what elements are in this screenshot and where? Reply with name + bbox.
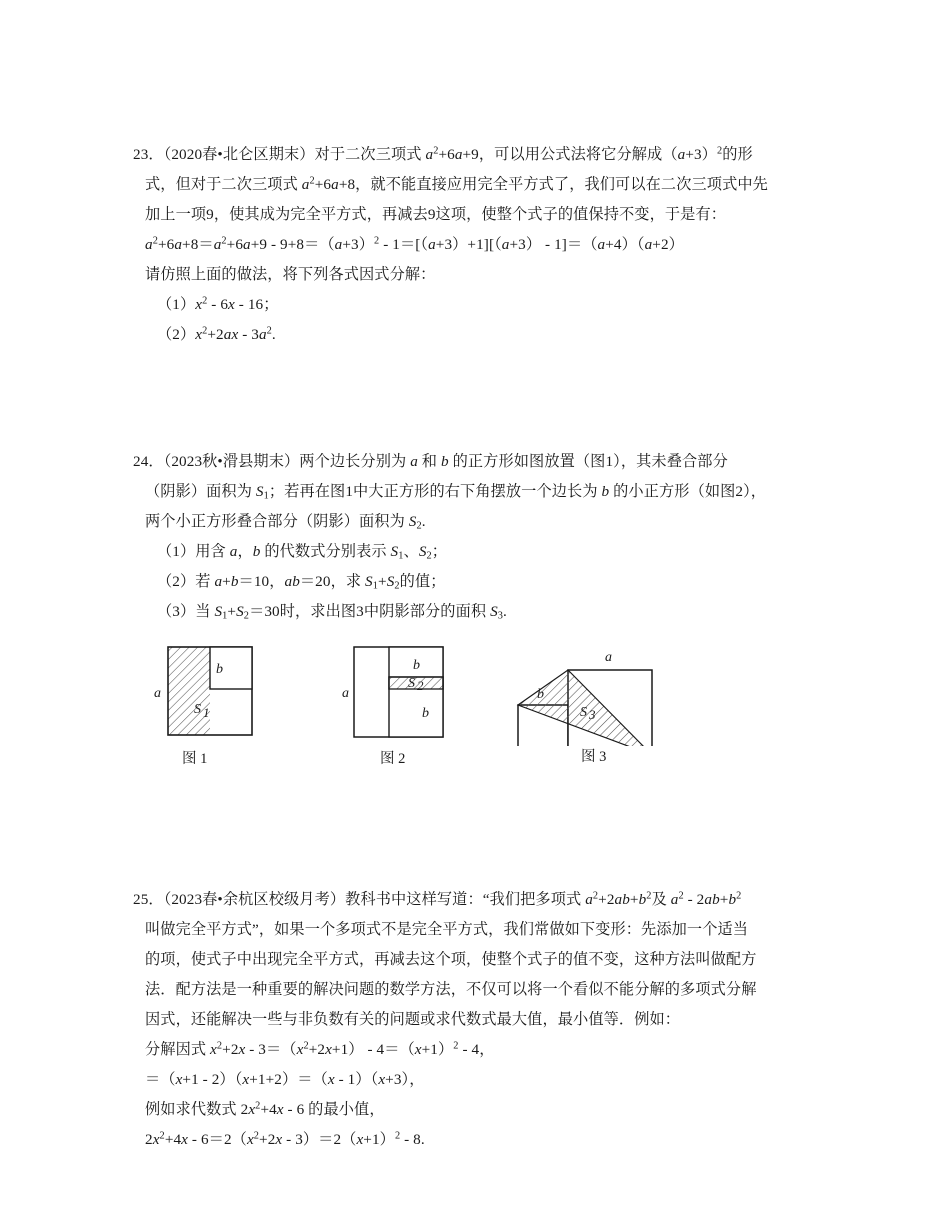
- q25-l9-x3: x: [246, 1131, 254, 1148]
- q23-l4-p13: +3）+1][（: [435, 236, 502, 253]
- q25-l9-x5: x: [356, 1131, 364, 1148]
- q25-l9-x2: x: [181, 1131, 189, 1148]
- q24-l1-a: 24．（2023秋•滑县期末）两个边长分别为: [133, 453, 411, 470]
- q25-l6-g: - 4，: [458, 1041, 495, 1058]
- q25-l6-x1: x: [210, 1041, 217, 1058]
- q25-l1-e: - 2: [683, 891, 705, 908]
- q24-l3-a: 两个小正方形叠合部分（阴影）面积为: [145, 513, 409, 530]
- q23-sub1-x: x: [195, 296, 203, 313]
- q24-sub1-a: （1）用含: [157, 543, 230, 560]
- q25-l7-x3: x: [327, 1071, 335, 1088]
- q23-l4-s2: 2: [221, 235, 227, 247]
- q25-l8-s1: 2: [255, 1100, 261, 1112]
- fig2-label-a: a: [342, 686, 349, 701]
- q25-l6-s1: 2: [216, 1040, 223, 1052]
- q23-l2-var-a: a: [301, 176, 310, 193]
- q23-l4-p5: a: [213, 236, 222, 253]
- q23-l2-exp: 2: [309, 175, 315, 187]
- question-24: [133, 447, 845, 627]
- q24-l3-S: S: [408, 513, 417, 530]
- fig3-label-a: a: [605, 650, 612, 665]
- q24-sub2-S1: S: [365, 573, 373, 590]
- q24-sub2-a: （2）若: [157, 573, 215, 590]
- q24-l2-S: S: [255, 483, 264, 500]
- q23-sub1-exp: 2: [202, 295, 208, 307]
- q24-sub3-S3-sub: 3: [497, 610, 504, 622]
- q25-l9-f: +1）: [363, 1131, 395, 1148]
- q23-sub2-a2: a: [258, 326, 267, 343]
- q25-l6-f: +1）: [421, 1041, 454, 1058]
- q25-l6-s2: 2: [303, 1040, 309, 1052]
- q23-sub2-d: .: [271, 326, 276, 343]
- q24-line-1: [133, 447, 845, 477]
- q25-l9-c: - 6＝2（: [188, 1131, 247, 1148]
- q24-sub2-c: ＝10，: [238, 573, 285, 590]
- q25-l7-b: +1 - 2）（: [182, 1071, 243, 1088]
- q24-l2-c: 的小正方形（如图2），: [609, 483, 767, 500]
- q25-l1-d: 及: [651, 891, 671, 908]
- q23-l1-text: 23．（2020春•北仑区期末）对于二次三项式: [133, 146, 426, 163]
- figure-2: [340, 635, 460, 767]
- q23-l4-p16: a: [597, 236, 606, 253]
- q24-sub3-a: （3）当: [157, 603, 215, 620]
- q23-l1-plus3: +3）: [685, 146, 717, 163]
- q23-l4-p11: - 1＝[（: [379, 236, 429, 253]
- q24-sub3-c: ＝30时，求出图3中阴影部分的面积: [249, 603, 491, 620]
- q24-sub1-S2: S: [418, 543, 427, 560]
- q25-l6-x3: x: [296, 1041, 304, 1058]
- q23-l1-exp: 2: [433, 145, 439, 157]
- q24-sub2-e: +: [378, 573, 387, 590]
- q23-l1-exp2: 2: [716, 145, 723, 157]
- q25-l1-b1: b: [638, 891, 647, 908]
- q25-l6-x2: x: [238, 1041, 246, 1058]
- q25-line-5: 因式，还能解决一些与非负数有关的问题或求代数式最大值，最小值等．例如：: [145, 1011, 681, 1028]
- q24-sub1-var-b: b: [252, 543, 261, 560]
- figure-1: [150, 635, 270, 767]
- q24-sub2-S2-sub: 2: [394, 580, 400, 592]
- q24-sub1-S1: S: [390, 543, 399, 560]
- q25-l6-c: - 3＝（: [245, 1041, 297, 1058]
- q24-sub-1: [133, 537, 845, 567]
- figure-2-svg: [340, 635, 460, 745]
- q25-l8-c: - 6 的最小值，: [283, 1101, 385, 1118]
- q23-l4-p19: +2）: [652, 236, 684, 253]
- q23-l2-c: +8，就不能直接应用完全平方式了，我们可以在二次三项式中先: [338, 176, 768, 193]
- question-25: [133, 885, 845, 1155]
- q24-sub2-d: ＝20，求: [299, 573, 366, 590]
- q25-l7-e: +3），: [385, 1071, 425, 1088]
- q24-sub2-f: 的值；: [399, 573, 446, 590]
- question-23: [133, 140, 845, 350]
- q23-sub1-b: - 6: [207, 296, 229, 313]
- q24-sub2-plus: +: [222, 573, 231, 590]
- q25-l9-x4: x: [275, 1131, 283, 1148]
- q23-l2-a: 式，但对于二次三项式: [145, 176, 302, 193]
- q23-l4-p7: a: [243, 236, 251, 253]
- q23-l4-p6: +6: [226, 236, 244, 253]
- q24-l1-var-a: a: [410, 453, 418, 470]
- q25-l1-s1: 2: [592, 890, 599, 902]
- q25-l1-ab: ab: [614, 891, 630, 908]
- q23-sub2-exp2: 2: [266, 325, 272, 337]
- q23-l1-tail: 的形: [722, 146, 753, 163]
- q23-l4-p3: a: [174, 236, 183, 253]
- q23-l4-s1: 2: [152, 235, 158, 247]
- q25-l1-a1: a: [585, 891, 593, 908]
- q23-sub1-c: - 16；: [234, 296, 279, 313]
- q23-l4-p4: +8＝: [182, 236, 214, 253]
- fig2-label-S2-sub: 2: [417, 678, 424, 693]
- fig3-label-S3: S: [580, 705, 587, 720]
- q23-l4-p15: +3） - 1]＝（: [509, 236, 598, 253]
- fig1-label-b: b: [216, 662, 223, 677]
- fig2-label-b-top: b: [413, 658, 420, 673]
- q25-l1-f: +: [719, 891, 729, 908]
- q23-sub2-x: x: [195, 326, 203, 343]
- q24-sub2-S1-sub: 1: [372, 580, 379, 592]
- q23-line-4: [133, 230, 845, 260]
- q25-l8-x2: x: [276, 1101, 284, 1118]
- q25-l6-d: +2: [308, 1041, 326, 1058]
- q24-sub1-d: 、: [403, 543, 419, 560]
- q24-sub3-S2-sub: 2: [243, 610, 250, 622]
- q24-l2-a: （阴影）面积为: [145, 483, 256, 500]
- q23-l4-p8: +9 - 9+8＝（: [250, 236, 335, 253]
- q25-l6-a: 分解因式: [145, 1041, 211, 1058]
- q25-l7-d: - 1）（: [334, 1071, 379, 1088]
- q23-l4-p14: a: [501, 236, 510, 253]
- q24-l1-var-b: b: [441, 453, 449, 470]
- q23-l2-var-a2: a: [331, 176, 339, 193]
- q24-l3-b: .: [421, 513, 426, 530]
- q25-line-6: [133, 1035, 845, 1065]
- q23-l4-p10: +3）: [342, 236, 375, 253]
- q24-l3-S-sub: 2: [416, 520, 422, 532]
- figure-3-svg: [495, 628, 670, 746]
- q25-l1-ab2: ab: [704, 891, 720, 908]
- q23-line-5: 请仿照上面的做法，将下列各式因式分解：: [145, 266, 436, 283]
- q25-line-2: 叫做完全平方式”，如果一个多项式不是完全平方式，我们常做如下变形：先添加一个适当: [145, 921, 749, 938]
- q23-l4-p18: a: [644, 236, 653, 253]
- q24-sub2-S2: S: [386, 573, 395, 590]
- q25-l9-a: 2: [145, 1131, 153, 1148]
- q24-sub2-ab: ab: [284, 573, 300, 590]
- q25-line-1: [133, 885, 845, 915]
- q23-sub2-c: - 3: [238, 326, 259, 343]
- q25-line-8: [133, 1095, 845, 1125]
- q24-l2-S-sub: 1: [263, 490, 269, 502]
- q23-l4-p2: +6: [157, 236, 175, 253]
- q25-l8-a: 例如求代数式 2: [145, 1101, 249, 1118]
- q25-l1-s4: 2: [736, 890, 742, 902]
- q23-l1-plus6: +6: [438, 146, 455, 163]
- q23-sub1-x2: x: [228, 296, 235, 313]
- q25-l1-a2: a: [670, 891, 679, 908]
- figure-3-caption: 图 3: [581, 749, 607, 765]
- q25-line-9: [133, 1125, 845, 1155]
- fig1-label-S1: S: [194, 702, 201, 717]
- q24-l2-var-b: b: [601, 483, 610, 500]
- fig1-label-a: a: [154, 686, 161, 701]
- q23-sub-1: [133, 290, 845, 320]
- q25-l6-e: +1） - 4＝（: [331, 1041, 415, 1058]
- figure-2-caption: 图 2: [380, 751, 406, 767]
- q23-l4-p12: a: [428, 236, 436, 253]
- q23-l2-b: +6: [314, 176, 332, 193]
- q23-l1-var-a2: a: [454, 146, 463, 163]
- q25-l9-s1: 2: [159, 1130, 165, 1142]
- q25-l6-x5: x: [414, 1041, 422, 1058]
- q25-l9-d: +2: [259, 1131, 276, 1148]
- fig3-label-S3-sub: 3: [589, 707, 596, 722]
- fig3-label-b: b: [537, 687, 544, 702]
- q24-l1-b: 和: [417, 453, 441, 470]
- q24-sub1-b: ，: [237, 543, 253, 560]
- q25-l7-x4: x: [378, 1071, 386, 1088]
- q23-l1-var-a3: a: [677, 146, 686, 163]
- q23-l4-p17: +4）（: [605, 236, 645, 253]
- q25-l1-c: +: [629, 891, 639, 908]
- q23-sub2-b: +2: [207, 326, 224, 343]
- q25-l9-g: - 8.: [400, 1131, 425, 1148]
- q25-l8-b: +4: [260, 1101, 277, 1118]
- q25-l7-x1: x: [175, 1071, 183, 1088]
- q25-line-4: 法．配方法是一种重要的解决问题的数学方法，不仅可以将一个看似不能分解的多项式分解: [145, 981, 757, 998]
- q24-line-3: [133, 507, 845, 537]
- q23-sub2-exp: 2: [202, 325, 208, 337]
- q24-sub3-d: .: [503, 603, 507, 620]
- q24-sub1-S1-sub: 1: [398, 550, 404, 562]
- q23-line-1: [133, 140, 845, 170]
- q25-l7-a: ＝（: [145, 1071, 176, 1088]
- figure-3: [495, 628, 670, 765]
- q25-l9-b: +4: [164, 1131, 182, 1148]
- fig2-label-b-bottom: b: [422, 706, 429, 721]
- q25-line-3: 的项，使式子中出现完全平方式，再减去这个项，使整个式子的值不变，这种方法叫做配方: [145, 951, 757, 968]
- figure-group: [0, 620, 950, 770]
- q24-line-2: [133, 477, 845, 507]
- q25-l8-x1: x: [248, 1101, 256, 1118]
- q23-sub1-label: （1）: [157, 296, 196, 313]
- q23-l1-mid: +9，可以用公式法将它分解成（: [462, 146, 678, 163]
- q24-sub3-S1: S: [214, 603, 223, 620]
- q25-l6-s3: 2: [453, 1040, 459, 1052]
- q24-sub-2: [133, 567, 845, 597]
- q24-sub2-var-a: a: [214, 573, 223, 590]
- q23-line-2: [133, 170, 845, 200]
- q24-sub1-c: 的代数式分别表示: [260, 543, 391, 560]
- q24-sub3-S3: S: [490, 603, 498, 620]
- q24-l2-b: ；若再在图1中大正方形的右下角摆放一个边长为: [268, 483, 602, 500]
- figure-1-caption: 图 1: [182, 751, 208, 767]
- q25-l1-s2: 2: [646, 890, 652, 902]
- fig1-label-S1-sub: 1: [203, 705, 210, 720]
- q23-sub2-ax: ax: [223, 326, 239, 343]
- q23-sub2-label: （2）: [157, 326, 196, 343]
- q25-l9-x1: x: [152, 1131, 160, 1148]
- q23-l4-p1: a: [145, 236, 153, 253]
- q24-sub3-plus: +: [227, 603, 237, 620]
- q24-sub1-var-a: a: [229, 543, 238, 560]
- q25-l9-s2: 2: [253, 1130, 260, 1142]
- q25-l7-c: +1+2）＝（: [249, 1071, 328, 1088]
- q25-l9-s3: 2: [394, 1130, 401, 1142]
- q24-sub3-S2: S: [236, 603, 244, 620]
- q24-sub1-S2-sub: 2: [426, 550, 432, 562]
- q24-sub1-e: ；: [431, 543, 448, 560]
- q25-l1-a: 25．（2023春•余杭区校级月考）教科书中这样写道：“我们把多项式: [133, 891, 586, 908]
- q24-sub2-var-b: b: [230, 573, 239, 590]
- q25-l6-x4: x: [325, 1041, 332, 1058]
- q23-l1-var-a: a: [425, 146, 434, 163]
- q23-l4-p9: a: [334, 236, 343, 253]
- q23-l4-s3: 2: [374, 235, 380, 247]
- q25-l9-e: - 3）＝2（: [282, 1131, 357, 1148]
- q25-l6-b: +2: [222, 1041, 239, 1058]
- fig2-shaded-overlap-S2: [389, 677, 443, 689]
- q25-l1-s3: 2: [678, 890, 684, 902]
- q24-sub3-S1-sub: 1: [222, 610, 228, 622]
- figure-1-svg: [150, 635, 270, 745]
- q25-l1-b: +2: [598, 891, 615, 908]
- q23-line-3: 加上一项9，使其成为完全平方式，再减去9这项，使整个式子的值保持不变，于是有：: [145, 206, 727, 223]
- q25-line-7: [133, 1065, 845, 1095]
- q23-sub-2: [133, 320, 845, 350]
- q25-l1-b2: b: [728, 891, 737, 908]
- fig2-label-S2: S: [408, 676, 415, 691]
- q24-l1-c: 的正方形如图放置（图1），其未叠合部分: [448, 453, 728, 470]
- q25-l7-x2: x: [242, 1071, 250, 1088]
